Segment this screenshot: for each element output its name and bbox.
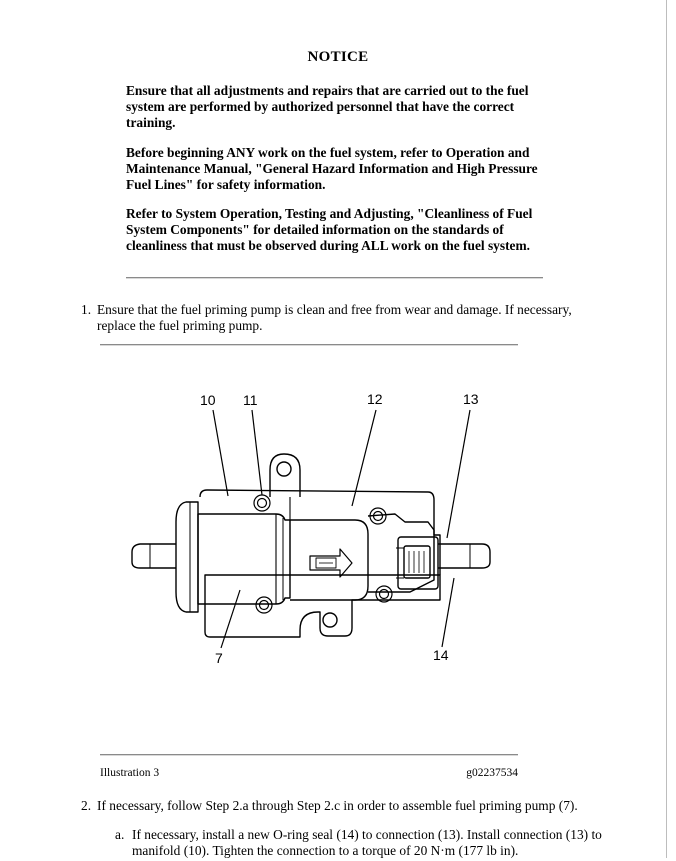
pump-end-cap [176,502,198,612]
bracket-slot-hole [323,613,337,627]
callout-14: 14 [433,647,449,663]
callout-10: 10 [200,392,216,408]
pump-mounting-bracket [205,575,440,637]
callout-11: 11 [243,392,258,408]
step-2 [81,798,641,816]
illustration-caption: Illustration 3 [100,767,160,779]
callout-leader-lines [213,410,470,648]
inlet-tube [132,544,176,568]
outlet-connection-tube [438,544,490,568]
illustration-bottom-rule [100,754,518,755]
pump-motor-body [290,520,368,600]
illustration-id: g02237534 [466,767,518,779]
step-2-text: If necessary, follow Step 2.a through Step 2.c in order to assemble fuel priming pump (7). [97,798,578,813]
notice-paragraph-safety: Before beginning ANY work on the fuel system, refer to Operation and Maintenance Manual, "General Hazard Information and High Pressure Fuel Lines" for safety information. [126,145,538,192]
top-tab-hole [277,462,291,476]
step-2a-letter: a. [115,827,125,842]
step-2-number: 2. [81,798,92,813]
callout-7: 7 [215,650,223,666]
step-2a-text: If necessary, install a new O-ring seal (14) to connection (13). Install connection (13) to manifold (10). Tighten the connection to a torque of 20 N·m (177 lb in). [132,827,602,858]
step-2a [115,827,615,861]
step-1-text: Ensure that the fuel priming pump is clean and free from wear and damage. If necessary, replace the fuel priming pump. [97,302,572,333]
step-1-number: 1. [81,302,92,317]
page-edge-rule [666,0,667,858]
notice-title: NOTICE [307,49,369,65]
flow-direction-arrow-icon [310,549,352,577]
notice-paragraph-cleanliness: Refer to System Operation, Testing and Adjusting, "Cleanliness of Fuel System Components" for detailed information on the standards of cleanliness that must be observed during ALL work on the fuel system. [126,206,533,253]
fuel-priming-pump-illustration [100,380,520,680]
callout-13: 13 [463,391,479,407]
illustration-top-rule [100,344,518,345]
callout-12: 12 [367,391,383,407]
step-1 [81,302,601,336]
notice-paragraph-training: Ensure that all adjustments and repairs that are carried out to the fuel system are performed by authorized personnel that have the correct training. [126,83,529,130]
notice-end-rule [126,277,543,278]
bolt-icons [254,495,392,613]
